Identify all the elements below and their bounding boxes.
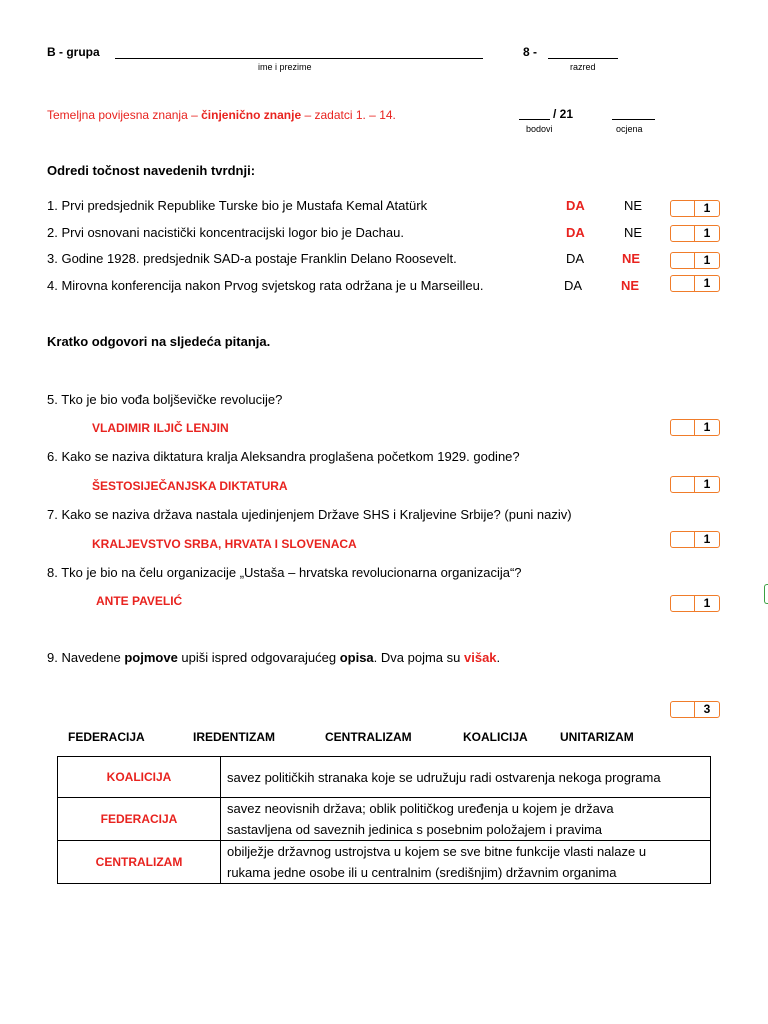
row-desc-3-line-1: obilježje državnog ustrojstva u kojem se sve bitne funkcije vlasti nalaze u	[227, 844, 647, 859]
name-caption: ime i prezime	[258, 62, 312, 72]
question-5: 5. Tko je bio vođa boljševičke revolucije?	[47, 392, 283, 407]
points-line[interactable]	[519, 119, 550, 120]
answer-6[interactable]: ŠESTOSIJEČANJSKA DIKTATURA	[92, 479, 288, 493]
option-ne-1[interactable]: NE	[624, 198, 643, 213]
row-term-3[interactable]: CENTRALIZAM	[58, 841, 221, 884]
row-term-1[interactable]: KOALICIJA	[58, 757, 221, 798]
score-box-9[interactable]	[670, 701, 720, 718]
row-desc-1	[221, 757, 711, 798]
points-caption: bodovi	[526, 124, 553, 134]
row-desc-3	[221, 841, 711, 884]
question-8: 8. Tko je bio na čelu organizacije „Ustaša – hrvatska revolucionarna organizacija“?	[47, 565, 522, 580]
grade-prefix: 8 -	[523, 45, 538, 59]
table-row	[58, 798, 711, 841]
option-ne-3[interactable]: NE	[622, 251, 641, 266]
option-da-3[interactable]: DA	[566, 251, 585, 266]
section-title-bold: činjenično znanje	[201, 108, 302, 122]
table-row	[58, 841, 711, 884]
statement-1: 1. Prvi predsjednik Republike Turske bio je Mustafa Kemal Atatürk	[47, 198, 428, 213]
row-desc-1-line-1: savez političkih stranaka koje se udružuju radi ostvarenja nekoga programa	[227, 769, 661, 785]
term-2: IREDENTIZAM	[193, 730, 275, 744]
statement-2: 2. Prvi osnovani nacistički koncentracijski logor bio je Dachau.	[47, 225, 404, 240]
score-points-3: 1	[703, 253, 711, 267]
mark-line[interactable]	[612, 119, 655, 120]
option-ne-4[interactable]: NE	[621, 278, 640, 293]
term-1: FEDERACIJA	[68, 730, 145, 744]
question-9	[47, 650, 500, 665]
q9-part2: upiši ispred odgovarajućeg	[177, 650, 340, 665]
score-box-3[interactable]	[670, 252, 720, 269]
q9-part3: . Dva pojma su	[373, 650, 464, 665]
points-total: / 21	[553, 107, 574, 121]
statement-4: 4. Mirovna konferencija nakon Prvog svjetskog rata održana je u Marseilleu.	[47, 278, 484, 293]
score-box-6[interactable]	[670, 476, 720, 493]
grade-line[interactable]	[548, 58, 618, 59]
section-title-part1: Temeljna povijesna znanja –	[47, 108, 202, 122]
grade-caption: razred	[570, 62, 596, 72]
answer-7[interactable]: KRALJEVSTVO SRBA, HRVATA I SLOVENACA	[92, 537, 357, 551]
statement-3: 3. Godine 1928. predsjednik SAD-a postaje Franklin Delano Roosevelt.	[47, 251, 457, 266]
row-desc-3-line-2: rukama jedne osobe ili u centralnim (središnjim) državnim organima	[227, 865, 617, 880]
term-4: KOALICIJA	[463, 730, 528, 744]
row-desc-2-line-1: savez neovisnih država; oblik političkog uređenja u kojem je država	[227, 801, 614, 816]
q9-part4: .	[496, 650, 501, 665]
score-box-7[interactable]	[670, 531, 720, 548]
q9-bold1: pojmove	[124, 650, 178, 665]
mark-caption: ocjena	[616, 124, 643, 134]
score-points-1: 1	[703, 201, 711, 215]
section-title-part2: – zadatci 1. – 14.	[301, 108, 396, 122]
option-da-2[interactable]: DA	[566, 225, 585, 240]
score-box-5[interactable]	[670, 419, 720, 436]
matching-table	[57, 756, 711, 884]
section-title	[47, 108, 396, 122]
question-7: 7. Kako se naziva država nastala ujedinjenjem Države SHS i Kraljevine Srbije? (puni naziv)	[47, 507, 572, 522]
score-box-4[interactable]	[670, 275, 720, 292]
term-3: CENTRALIZAM	[325, 730, 412, 744]
score-points-9: 3	[703, 702, 711, 716]
score-points-6: 1	[703, 477, 711, 491]
term-5: UNITARIZAM	[560, 730, 634, 744]
table-row	[58, 757, 711, 798]
score-points-4: 1	[703, 276, 711, 290]
group-label: B - grupa	[47, 45, 100, 59]
row-term-2[interactable]: FEDERACIJA	[58, 798, 221, 841]
score-points-5: 1	[703, 420, 711, 434]
score-points-2: 1	[703, 226, 711, 240]
q9-part1: 9. Navedene	[47, 650, 125, 665]
answer-8[interactable]: ANTE PAVELIĆ	[96, 594, 183, 608]
row-desc-2-line-2: sastavljena od saveznih jedinica s posebnim položajem i pravima	[227, 822, 603, 837]
q9-red: višak	[464, 650, 497, 665]
answer-5[interactable]: VLADIMIR ILJIČ LENJIN	[92, 421, 229, 435]
row-desc-2	[221, 798, 711, 841]
edge-mark	[764, 584, 768, 604]
score-box-8[interactable]	[670, 595, 720, 612]
question-6: 6. Kako se naziva diktatura kralja Aleksandra proglašena početkom 1929. godine?	[47, 449, 520, 464]
section2-title: Kratko odgovori na sljedeća pitanja.	[47, 334, 271, 349]
score-points-7: 1	[703, 532, 711, 546]
section1-title: Odredi točnost navedenih tvrdnji:	[47, 163, 256, 178]
option-ne-2[interactable]: NE	[624, 225, 643, 240]
option-da-4[interactable]: DA	[564, 278, 583, 293]
name-line[interactable]	[115, 58, 483, 59]
q9-bold2: opisa	[339, 650, 374, 665]
score-points-8: 1	[703, 596, 711, 610]
score-box-1[interactable]	[670, 200, 720, 217]
option-da-1[interactable]: DA	[566, 198, 585, 213]
score-box-2[interactable]	[670, 225, 720, 242]
